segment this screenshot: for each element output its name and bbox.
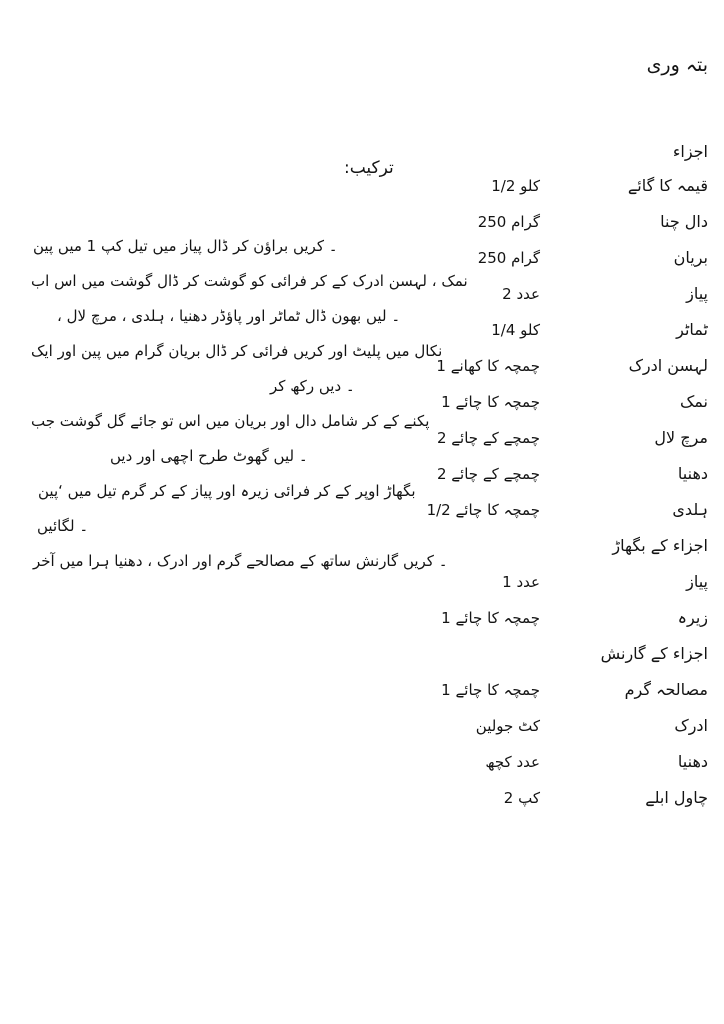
ingredient-qty: 2 کپ	[503, 789, 540, 807]
ingredient-qty: کچھ عدد	[485, 753, 540, 771]
ingredient-qty: 1/4 کلو	[491, 321, 540, 339]
ingredient-name: پیاز	[686, 284, 708, 303]
ingredient-row	[416, 278, 708, 314]
method-heading: ترکیب:	[344, 158, 394, 178]
ingredient-name: ہلدی	[672, 500, 708, 519]
ingredient-name: ادرک	[674, 716, 708, 735]
ingredient-row	[416, 602, 708, 638]
ingredient-name: گرم مصالحہ	[624, 680, 708, 699]
method-line: دیں اور اچھی طرح گھوٹ لیں ۔	[110, 447, 308, 465]
ingredient-row	[416, 386, 708, 422]
ingredient-qty: 1 کھانے کا چمچہ	[436, 357, 540, 375]
ingredient-row	[416, 746, 708, 782]
ingredient-row	[416, 782, 708, 818]
ingredient-qty: 2 چائے کے چمچے	[436, 465, 540, 483]
ingredient-qty: 1/2 کلو	[491, 177, 540, 195]
ingredient-row	[416, 422, 708, 458]
ingredient-section-heading-row	[416, 638, 708, 674]
ingredient-qty: 1 چائے کا چمچہ	[441, 681, 540, 699]
ingredient-name: پیاز	[686, 572, 708, 591]
ingredient-qty: جولین کٹ	[475, 717, 540, 735]
ingredient-qty: 1 عدد	[502, 573, 540, 591]
method-line: اب اس میں گوشت ڈال کر گوشت کو فرائی کر کے ادرک لہسن ، نمک	[31, 272, 468, 290]
method-line: ایک اور پین میں گرام بریان ڈال کر فرائی کریں اور پلیٹ میں نکال	[31, 342, 443, 360]
ingredient-name: چنا دال	[660, 212, 708, 231]
section-heading: بگھاڑ کے اجزاء	[612, 536, 708, 555]
ingredient-qty: 2 عدد	[502, 285, 540, 303]
ingredient-name: لال مرچ	[654, 428, 708, 447]
ingredient-name: نمک	[679, 392, 708, 411]
section-heading: گارنش کے اجزاء	[600, 644, 708, 663]
ingredient-name: گائے کا قیمہ	[627, 176, 708, 195]
ingredient-row	[416, 710, 708, 746]
method-line: ، لال مرچ ، ہلدی ، دھنیا پاؤڈر اور ٹماٹر ڈال بھون لیں ۔	[57, 307, 401, 325]
ingredient-row	[416, 674, 708, 710]
ingredient-name: ابلے چاول	[645, 788, 708, 807]
ingredient-name: ٹماٹر	[676, 320, 708, 339]
method-line: پین میں 1 کپ تیل میں پیاز ڈال کر براؤن کریں ۔	[33, 237, 338, 255]
ingredient-row	[416, 314, 708, 350]
ingredient-qty: 1 چائے کا چمچہ	[441, 393, 540, 411]
ingredient-row	[416, 350, 708, 386]
ingredient-section-heading-row	[416, 530, 708, 566]
method-line: کر رکھ دیں ۔	[270, 377, 355, 395]
ingredients-list	[416, 170, 708, 818]
ingredient-row	[416, 206, 708, 242]
ingredient-name: بریان	[673, 248, 708, 267]
recipe-title: وری بتہ	[646, 54, 708, 76]
ingredient-name: ادرک لہسن	[628, 356, 708, 375]
ingredient-qty: 2 چائے کے چمچے	[436, 429, 540, 447]
ingredient-row	[416, 170, 708, 206]
method-line: جب گوشت گل جائے تو اس میں بریان اور دال شامل کر کے پکنے	[31, 412, 430, 430]
ingredient-name: دھنیا	[677, 464, 708, 483]
ingredient-qty: 250 گرام	[477, 249, 540, 267]
method-line: آخر میں ہرا دھنیا ، ادرک اور گرم مصالحے کے ساتھ گارنش کریں ۔	[33, 552, 448, 570]
ingredients-heading: اجزاء	[672, 142, 708, 161]
ingredient-name: زیرہ	[677, 608, 708, 627]
ingredient-qty: 1 چائے کا چمچہ	[441, 609, 540, 627]
ingredient-qty: 250 گرام	[477, 213, 540, 231]
ingredient-row	[416, 242, 708, 278]
ingredient-row	[416, 566, 708, 602]
ingredient-row	[416, 494, 708, 530]
ingredient-row	[416, 458, 708, 494]
ingredients-section	[416, 134, 708, 818]
method-line: ‘پین میں تیل گرم کر کے پیاز اور زیرہ فرائی کر کے اوپر بگھاڑ	[38, 482, 416, 500]
ingredient-qty: 1/2 چائے کا چمچہ	[426, 501, 540, 519]
ingredient-name: دھنیا	[677, 752, 708, 771]
method-line: لگائیں ۔	[37, 517, 89, 535]
